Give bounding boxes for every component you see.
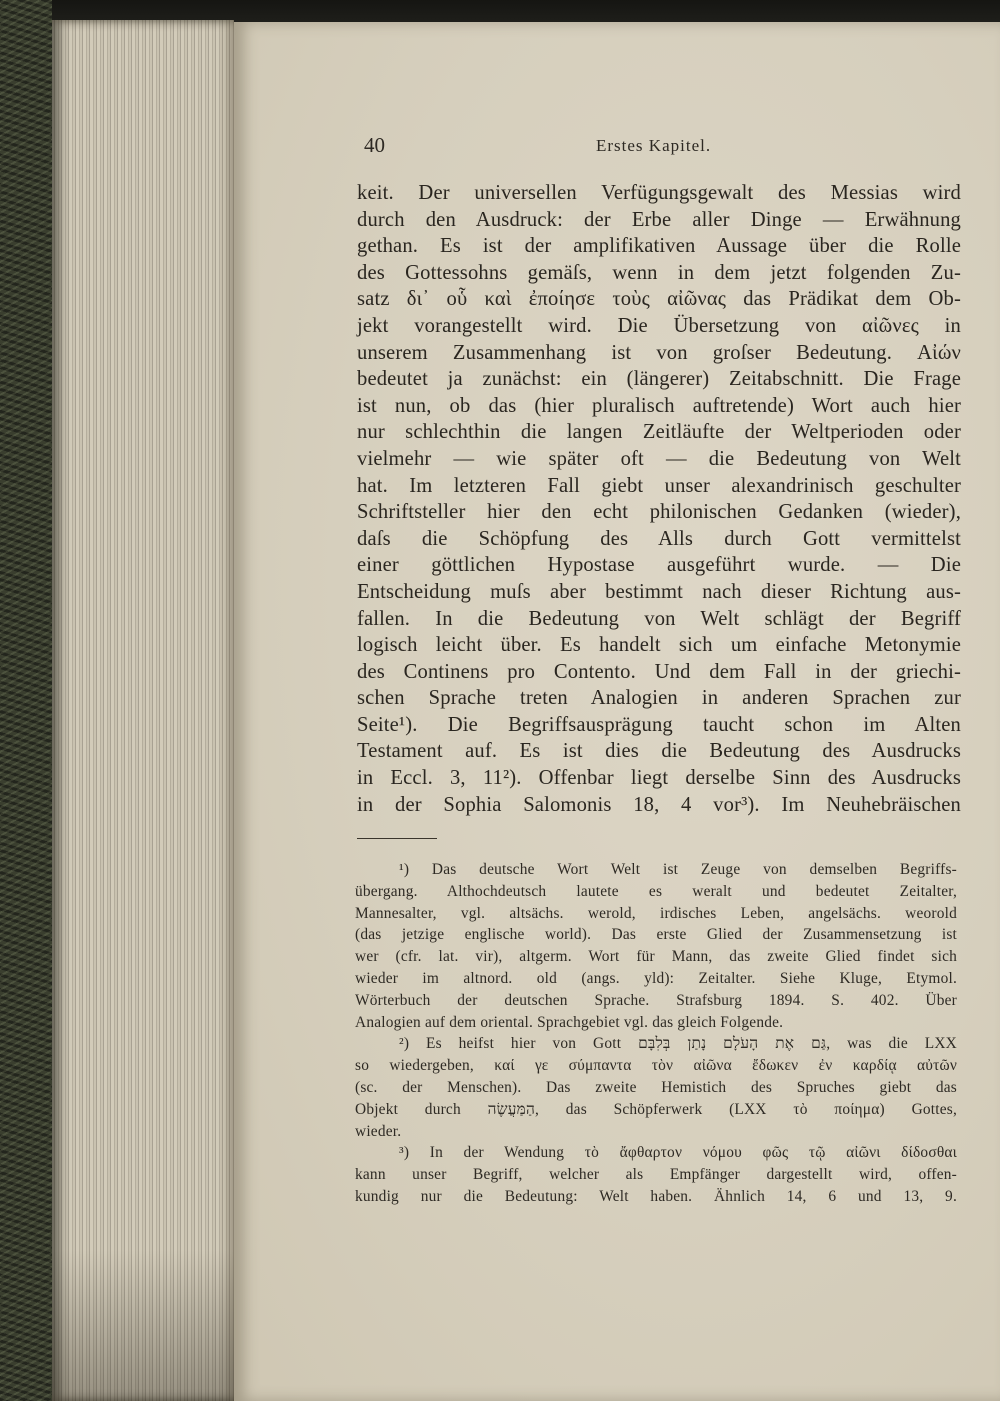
body-line: daſs die Schöpfung des Alls durch Gott vermittelst bbox=[357, 527, 961, 550]
body-line: schen Sprache treten Analogien in anderen Sprachen zur bbox=[357, 687, 961, 710]
body-line: Entscheidung muſs aber bestimmt nach dieser Richtung aus- bbox=[357, 580, 961, 603]
body-line: in der Sophia Salomonis 18, 4 vor³). Im Neuhebräischen bbox=[357, 793, 961, 816]
footnote-line: kann unser Begriff, welcher als Empfänger dargestellt wird, offen- bbox=[355, 1166, 957, 1184]
footnote-line: (sc. der Menschen). Das zweite Hemistich des Spruches giebt das bbox=[355, 1078, 957, 1096]
footnote-line: ²) Es heifst hier von Gott גַּם אֶת הָעֹלָם נָתַן בְּלִבָּם, was die LXX bbox=[399, 1035, 957, 1053]
body-line: durch den Ausdruck: der Erbe aller Dinge — Erwähnung bbox=[357, 208, 961, 231]
body-line: einer göttlichen Hypostase ausgeführt wurde. — Die bbox=[357, 554, 961, 577]
body-line: hat. Im letzteren Fall giebt unser alexandrinisch geschulter bbox=[357, 474, 961, 497]
page-number: 40 bbox=[364, 133, 385, 157]
body-line: vielmehr — wie später oft — die Bedeutung von Welt bbox=[357, 447, 961, 470]
body-line: Seite¹). Die Begriffsausprägung taucht schon im Alten bbox=[357, 713, 961, 736]
footnote-line: wieder. bbox=[355, 1122, 402, 1140]
footnote-line: Objekt durch הַמַּעֲשֶׂה, das Schöpferwerk (LXX τὸ ποίημα) Gottes, bbox=[355, 1100, 957, 1118]
footnote-line: ³) In der Wendung τὸ ἄφθαρτον νόμου φῶς τῷ αἰῶνι δίδοσθαι bbox=[399, 1144, 957, 1162]
body-text bbox=[357, 180, 961, 818]
footnote-line: Wörterbuch der deutschen Sprache. Strafsburg 1894. S. 402. Über bbox=[355, 991, 957, 1009]
body-line: des Gottessohns gemäſs, wenn in dem jetzt folgenden Zu- bbox=[357, 261, 961, 284]
body-line: in Eccl. 3, 11²). Offenbar liegt derselbe Sinn des Ausdrucks bbox=[357, 767, 961, 790]
footnote-line: Mannesalter, vgl. altsächs. werold, irdisches Leben, angelsächs. weorold bbox=[355, 904, 957, 922]
footnote-line: so wiedergeben, καί γε σύμπαντα τὸν αἰῶνα ἔδωκεν ἐν καρδίᾳ αὐτῶν bbox=[355, 1057, 957, 1075]
footnote-line: (das jetzige englische world). Das erste Glied der Zusammensetzung ist bbox=[355, 926, 957, 944]
footnote-line: kundig nur die Bedeutung: Welt haben. Ähnlich 14, 6 und 13, 9. bbox=[355, 1187, 957, 1205]
page-stack-shadow bbox=[52, 1250, 234, 1401]
footnote-rule bbox=[357, 838, 437, 839]
footnote-line: ¹) Das deutsche Wort Welt ist Zeuge von demselben Begriffs- bbox=[399, 861, 957, 878]
footnote-line: Analogien auf dem oriental. Sprachgebiet vgl. das gleich Folgende. bbox=[355, 1013, 784, 1031]
chapter-title: Erstes Kapitel. bbox=[596, 136, 712, 155]
footnote-line: wieder im altnord. old (angs. yld): Zeitalter. Siehe Kluge, Etymol. bbox=[355, 969, 957, 987]
body-line: jekt vorangestellt wird. Die Übersetzung von αἰῶνες in bbox=[357, 314, 961, 337]
body-line: des Continens pro Contento. Und dem Fall in der griechi- bbox=[357, 660, 961, 683]
footnote-line: wer (cfr. lat. vir), altgerm. Wort für Mann, das zweite Glied findet sich bbox=[355, 948, 957, 966]
body-line: keit. Der universellen Verfügungsgewalt des Messias wird bbox=[357, 182, 961, 204]
body-line: logisch leicht über. Es handelt sich um einfache Metonymie bbox=[357, 634, 961, 657]
page-stack-edges bbox=[52, 20, 234, 1401]
body-line: Testament auf. Es ist dies die Bedeutung des Ausdrucks bbox=[357, 740, 961, 763]
body-line: nur schlechthin die langen Zeitläufte der Weltperioden oder bbox=[357, 421, 961, 444]
body-line: gethan. Es ist der amplifikativen Aussage über die Rolle bbox=[357, 235, 961, 258]
body-line: Schriftsteller hier den echt philonischen Gedanken (wieder), bbox=[357, 501, 961, 524]
footnote-line: übergang. Althochdeutsch lautete es weralt und bedeutet Zeitalter, bbox=[355, 882, 957, 900]
body-line: bedeutet ja zunächst: ein (längerer) Zeitabschnitt. Die Frage bbox=[357, 368, 961, 391]
body-line: satz δι᾽ οὗ καὶ ἐποίησε τοὺς αἰῶνας das Prädikat dem Ob- bbox=[357, 288, 961, 311]
footnotes bbox=[355, 859, 957, 1208]
running-head bbox=[364, 133, 964, 163]
book-cover-edge bbox=[0, 0, 52, 1401]
body-line: unserem Zusammenhang ist von groſser Bedeutung. Αἰών bbox=[357, 341, 961, 364]
body-line: fallen. In die Bedeutung von Welt schlägt der Begriff bbox=[357, 607, 961, 630]
body-line: ist nun, ob das (hier pluralisch auftretende) Wort auch hier bbox=[357, 394, 961, 417]
